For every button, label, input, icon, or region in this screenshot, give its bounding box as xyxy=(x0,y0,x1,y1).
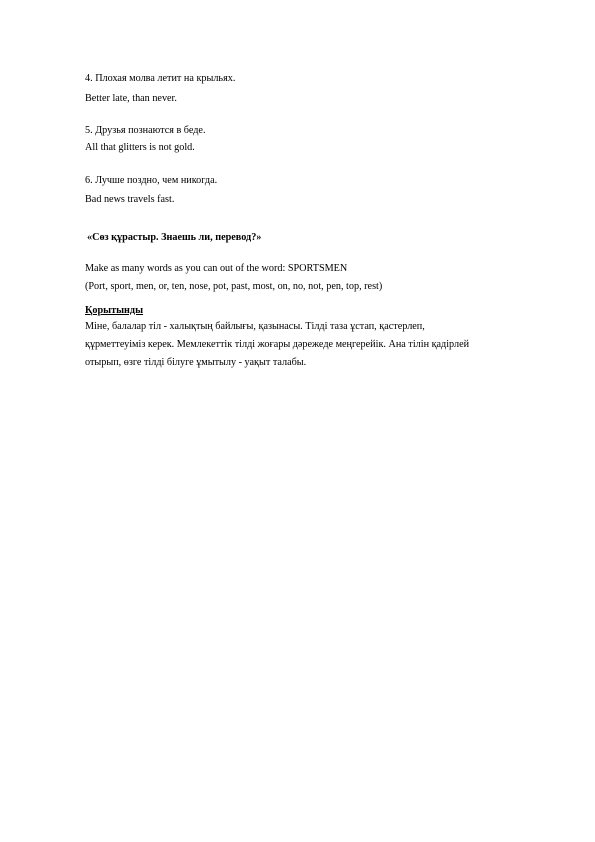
proverb-4-russian: 4. Плохая молва летит на крыльях. xyxy=(85,73,236,84)
answers-line: (Port, sport, men, or, ten, nose, pot, past, most, on, no, not, pen, top, rest) xyxy=(85,281,383,292)
conclusion-heading: Қорытынды xyxy=(85,305,144,316)
proverb-5-russian: 5. Друзья познаются в беде. xyxy=(85,125,206,136)
conclusion-line-3: отырып, өзге тілді білуге ұмытылу - уақыт талабы. xyxy=(85,357,307,368)
proverb-6-russian: 6. Лучше поздно, чем никогда. xyxy=(85,175,218,186)
proverb-6-english: Bad news travels fast. xyxy=(85,194,175,205)
section-title: «Сөз құрастыр. Знаешь ли, перевод?» xyxy=(87,232,262,243)
task-line: Make as many words as you can out of the word: SPORTSMEN xyxy=(85,263,348,274)
proverb-5-english: All that glitters is not gold. xyxy=(85,142,195,153)
conclusion-line-1: Міне, балалар тіл - халықтың байлығы, қазынасы. Тілді таза ұстап, қастерлеп, xyxy=(85,321,425,332)
proverb-4-english: Better late, than never. xyxy=(85,93,177,104)
conclusion-line-2: құрметтеуіміз керек. Мемлекеттік тілді жоғары дәрежеде меңгерейік. Ана тілін қадірлей xyxy=(85,339,470,350)
